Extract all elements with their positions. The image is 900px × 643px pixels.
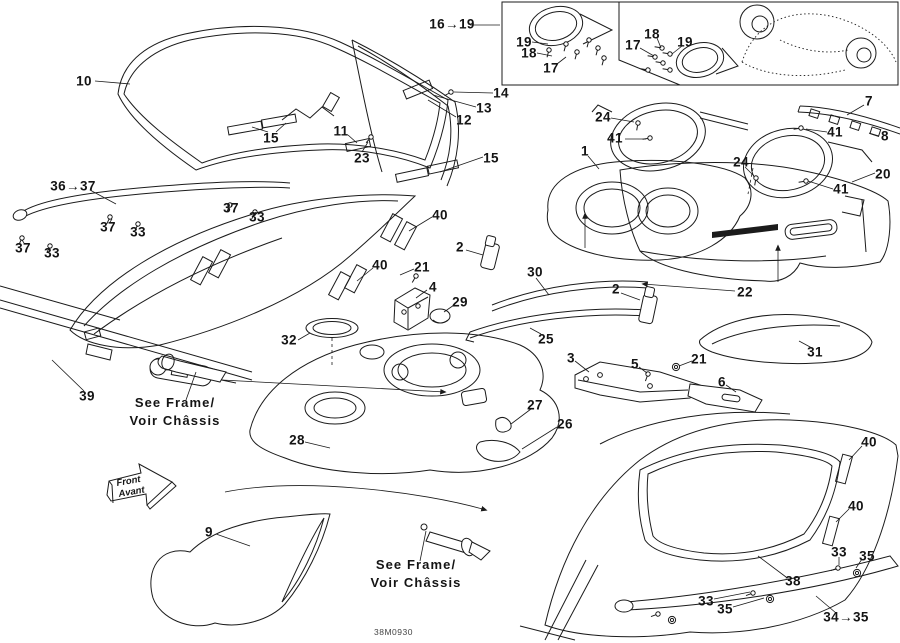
foam-strips-right [823, 454, 853, 546]
callout-33: 33 [249, 209, 265, 225]
callout-9: 9 [205, 524, 213, 540]
callout-37: 37 [100, 219, 116, 235]
callout-12: 12 [456, 112, 472, 128]
front-direction-arrow [107, 464, 176, 509]
front-arrow-label-fr: Avant [117, 484, 146, 500]
callout-14: 14 [493, 85, 509, 101]
callout-40: 40 [848, 498, 864, 514]
support-part [430, 309, 450, 323]
callout-5: 5 [631, 356, 639, 372]
callout-37: 37 [223, 200, 239, 216]
callout-25: 25 [538, 331, 554, 347]
air-deflectors [466, 281, 648, 342]
callout-13: 13 [476, 100, 492, 116]
rivet-tool-2 [225, 486, 490, 561]
callout-21: 21 [414, 259, 430, 275]
callout-7: 7 [865, 93, 873, 109]
callout-22: 22 [737, 284, 753, 300]
callout-1: 1 [581, 143, 589, 159]
callout-18: 18 [521, 45, 537, 61]
callout-2: 2 [612, 281, 620, 297]
callout-6: 6 [718, 374, 726, 390]
bracket-part [394, 273, 430, 330]
see-frame-note: See Frame/ Voir Châssis [129, 394, 221, 428]
callout-41: 41 [607, 130, 623, 146]
hinge-bracket-parts [575, 362, 762, 412]
callout-24: 24 [733, 154, 749, 170]
callout-17: 17 [625, 37, 641, 53]
callout-4: 4 [429, 279, 437, 295]
callout-40: 40 [372, 257, 388, 273]
trim-strips [228, 93, 459, 183]
callout-28: 28 [289, 432, 305, 448]
side-flap-part [151, 514, 330, 626]
callout-29: 29 [452, 294, 468, 310]
callout-40: 40 [861, 434, 877, 450]
callout-32: 32 [281, 332, 297, 348]
callout-37: 37 [15, 240, 31, 256]
callout-27: 27 [527, 397, 543, 413]
callout-8: 8 [881, 128, 889, 144]
callout-34→35: 34→35 [823, 609, 869, 625]
left-side-panel-part [70, 195, 417, 348]
headlight-inset-box [502, 1, 898, 85]
callout-24: 24 [595, 109, 611, 125]
callout-33: 33 [698, 593, 714, 609]
callout-40: 40 [432, 207, 448, 223]
catalog-number: 38M0930 [374, 627, 413, 637]
callout-26: 26 [557, 416, 573, 432]
callout-3: 3 [567, 350, 575, 366]
callout-21: 21 [691, 351, 707, 367]
front-arrow-label-en: Front [115, 473, 142, 489]
see-frame-note: See Frame/ Voir Châssis [370, 556, 462, 590]
callout-33: 33 [831, 544, 847, 560]
rivet-tool-1 [158, 353, 445, 400]
callout-17: 17 [543, 60, 559, 76]
deflector-part [352, 40, 458, 186]
callout-15: 15 [483, 150, 499, 166]
callout-35: 35 [859, 548, 875, 564]
glovebox-lid-part [700, 314, 873, 363]
callout-16→19: 16→19 [429, 16, 475, 32]
callout-35: 35 [717, 601, 733, 617]
windshield-trim-frame [592, 94, 872, 216]
side-rail-part [12, 182, 290, 254]
callout-33: 33 [130, 224, 146, 240]
callout-11: 11 [333, 123, 349, 139]
callout-23: 23 [354, 150, 370, 166]
callout-15: 15 [263, 130, 279, 146]
callout-19: 19 [677, 34, 693, 50]
callout-41: 41 [827, 124, 843, 140]
callout-19: 19 [516, 34, 532, 50]
callout-33: 33 [44, 245, 60, 261]
callout-41: 41 [833, 181, 849, 197]
console-part [547, 160, 751, 260]
callout-36→37: 36→37 [50, 178, 96, 194]
bumper-rail-part [615, 556, 898, 624]
callout-39: 39 [79, 388, 95, 404]
callout-31: 31 [807, 344, 823, 360]
bottom-console-part [250, 333, 559, 474]
windshield-part [118, 26, 448, 170]
callout-38: 38 [785, 573, 801, 589]
callout-2: 2 [456, 239, 464, 255]
callout-30: 30 [527, 264, 543, 280]
callout-20: 20 [875, 166, 891, 182]
callout-18: 18 [644, 26, 660, 42]
leader-lines [22, 25, 879, 613]
right-side-panel-part [520, 412, 898, 640]
callout-10: 10 [76, 73, 92, 89]
